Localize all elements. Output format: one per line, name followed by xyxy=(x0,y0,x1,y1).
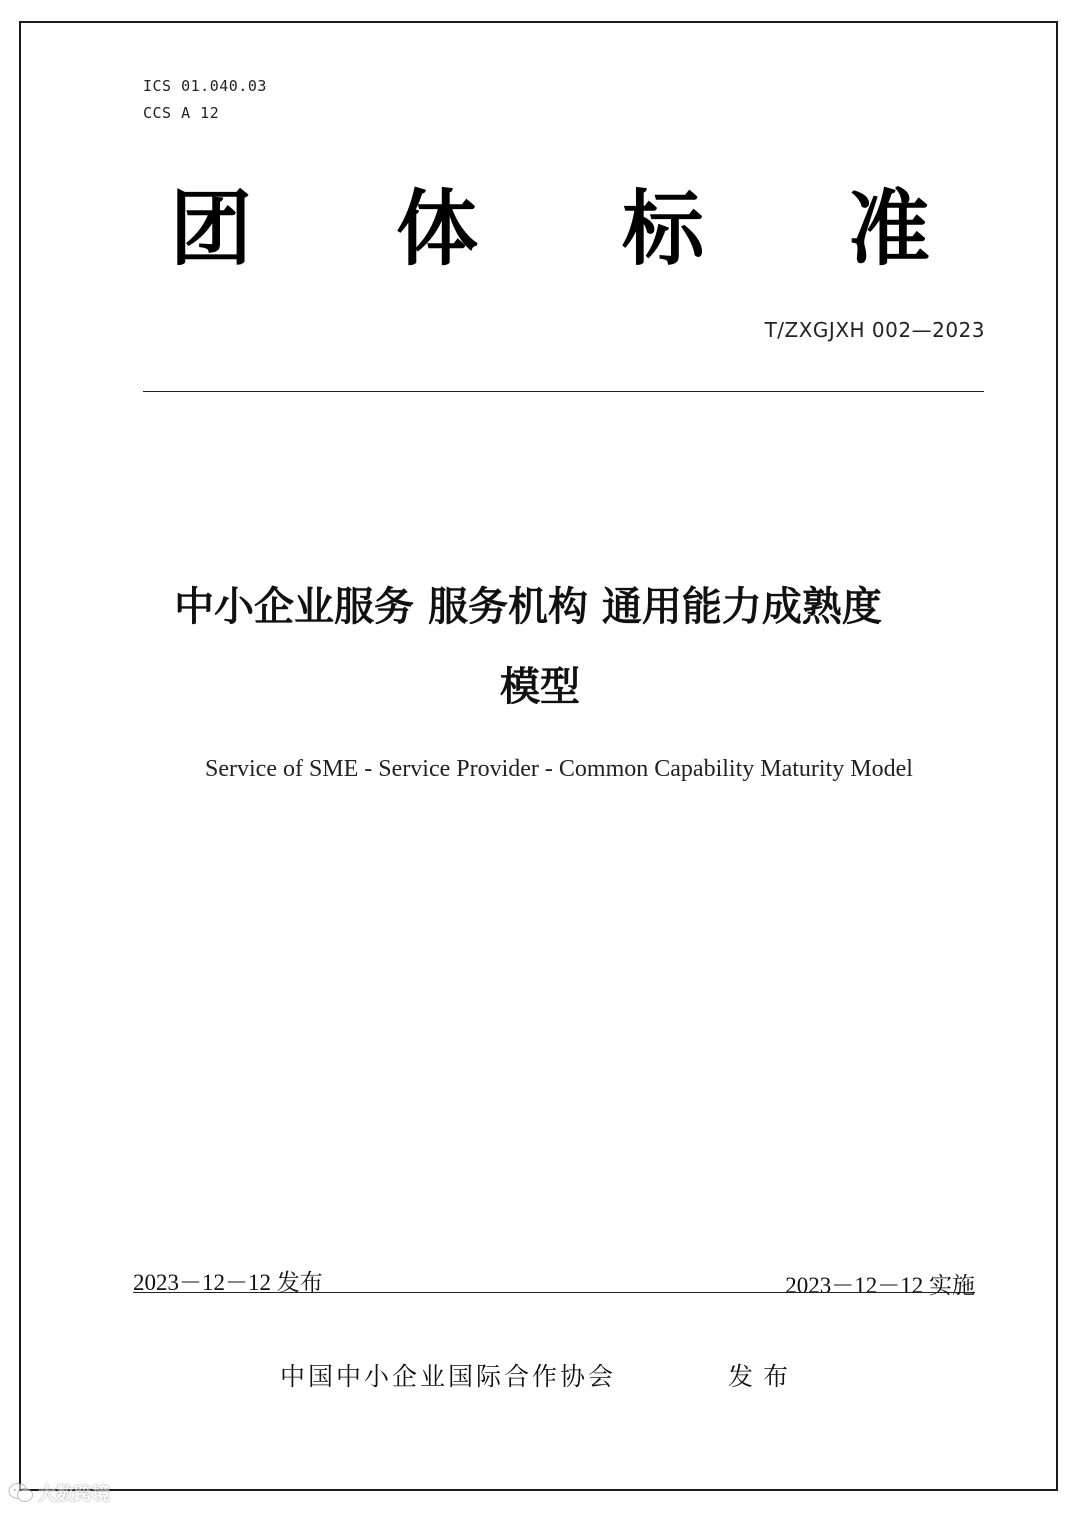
ccs-code: CCS A 12 xyxy=(143,104,220,122)
title-english: Service of SME - Service Provider - Common Capability Maturity Model xyxy=(205,756,913,782)
watermark xyxy=(8,1480,110,1506)
publisher-name: 中国中小企业国际合作协会 xyxy=(280,1362,617,1391)
implementation-date: 2023－12－12 实施 xyxy=(785,1273,975,1298)
standard-type-char: 准 xyxy=(847,182,930,277)
wechat-logo-icon xyxy=(8,1482,34,1504)
standard-number: T/ZXGJXH 002—2023 xyxy=(764,318,985,342)
ics-code: ICS 01.040.03 xyxy=(143,77,267,95)
standard-type-char: 团 xyxy=(170,182,253,277)
header-divider xyxy=(143,391,984,392)
title-chinese-line-1: 中小企业服务 服务机构 通用能力成熟度 xyxy=(174,584,882,630)
title-chinese-line-2: 模型 xyxy=(500,664,580,710)
publish-label: 发布 xyxy=(728,1362,799,1391)
standard-type-char: 标 xyxy=(621,182,704,277)
standard-type-heading xyxy=(170,180,930,280)
footer-divider xyxy=(133,1292,975,1293)
standard-type-char: 体 xyxy=(395,182,478,277)
release-date: 2023－12－12 发布 xyxy=(133,1270,323,1295)
watermark-text: 大数跨境 xyxy=(38,1484,110,1505)
